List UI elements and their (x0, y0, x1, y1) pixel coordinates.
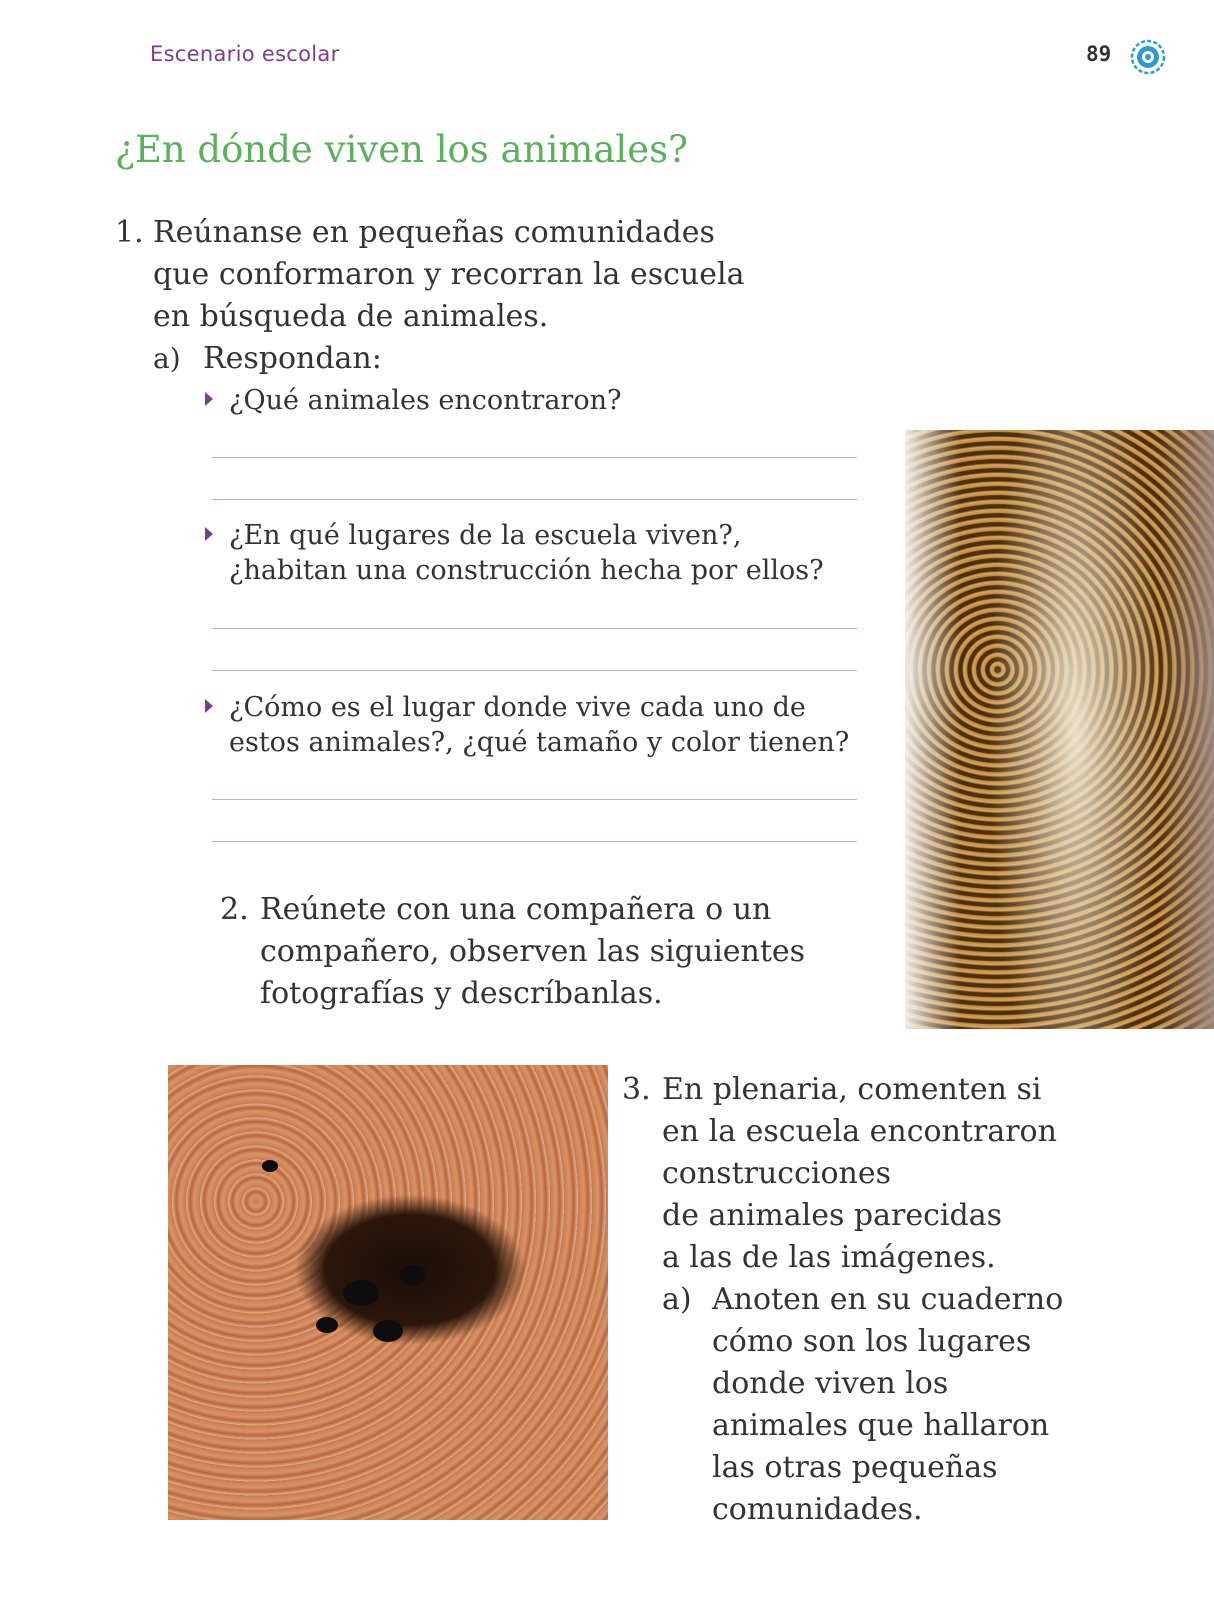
beehive-photo (905, 430, 1214, 1029)
item-2-number: 2. (220, 892, 249, 927)
ant-nest-photo (168, 1065, 608, 1520)
item-3-line: en la escuela encontraron (662, 1114, 1057, 1149)
answer-line[interactable] (212, 499, 857, 500)
flower-badge-icon (1130, 39, 1166, 75)
item-3a-line: animales que hallaron (712, 1408, 1050, 1443)
page-title: ¿En dónde viven los animales? (115, 128, 688, 171)
item-3a-line: donde viven los (712, 1366, 949, 1401)
item-3-line: En plenaria, comenten si (662, 1072, 1042, 1107)
answer-line[interactable] (212, 799, 857, 800)
item-3a-line: cómo son los lugares (712, 1324, 1032, 1359)
question-text: ¿Qué animales encontraron? (229, 385, 622, 416)
bullet-icon (205, 392, 213, 406)
answer-line[interactable] (212, 457, 857, 458)
item-2 (220, 889, 805, 1015)
item-3-line: a las de las imágenes. (662, 1240, 996, 1275)
item-1a-text: Respondan: (203, 341, 382, 376)
answer-line[interactable] (212, 841, 857, 842)
item-1a-letter: a) (153, 342, 181, 375)
page-number: 89 (1086, 42, 1112, 66)
item-1-line: que conformaron y recorran la escuela (153, 257, 745, 292)
item-3a-line: comunidades. (712, 1492, 923, 1527)
item-3-line: de animales parecidas (662, 1198, 1002, 1233)
item-3-line: construcciones (662, 1156, 892, 1191)
question-text: estos animales?, ¿qué tamaño y color tienen? (229, 727, 850, 758)
question-text: ¿habitan una construcción hecha por ellos? (229, 555, 824, 586)
item-2-line: fotografías y descríbanlas. (260, 976, 663, 1011)
item-1-line: en búsqueda de animales. (153, 299, 549, 334)
item-2-line: compañero, observen las siguientes (260, 934, 806, 969)
item-1-number: 1. (115, 215, 144, 250)
question-text: ¿Cómo es el lugar donde vive cada uno de (229, 692, 806, 723)
bullet-icon (205, 699, 213, 713)
question-2 (205, 518, 824, 588)
item-3a-line: Anoten en su cuaderno (712, 1282, 1064, 1317)
item-3 (622, 1069, 1063, 1531)
item-3a-line: las otras pequeñas (712, 1450, 998, 1485)
section-label: Escenario escolar (150, 42, 340, 66)
answer-line[interactable] (212, 670, 857, 671)
item-2-line: Reúnete con una compañera o un (260, 892, 772, 927)
item-3-number: 3. (622, 1072, 651, 1107)
answer-line[interactable] (212, 628, 857, 629)
question-3 (205, 690, 849, 760)
bullet-icon (205, 527, 213, 541)
question-text: ¿En qué lugares de la escuela viven?, (229, 520, 742, 551)
item-1a (153, 338, 382, 380)
item-3a-letter: a) (662, 1282, 692, 1317)
question-1 (205, 383, 621, 418)
item-1-line: Reúnanse en pequeñas comunidades (153, 215, 715, 250)
item-1 (115, 212, 745, 338)
